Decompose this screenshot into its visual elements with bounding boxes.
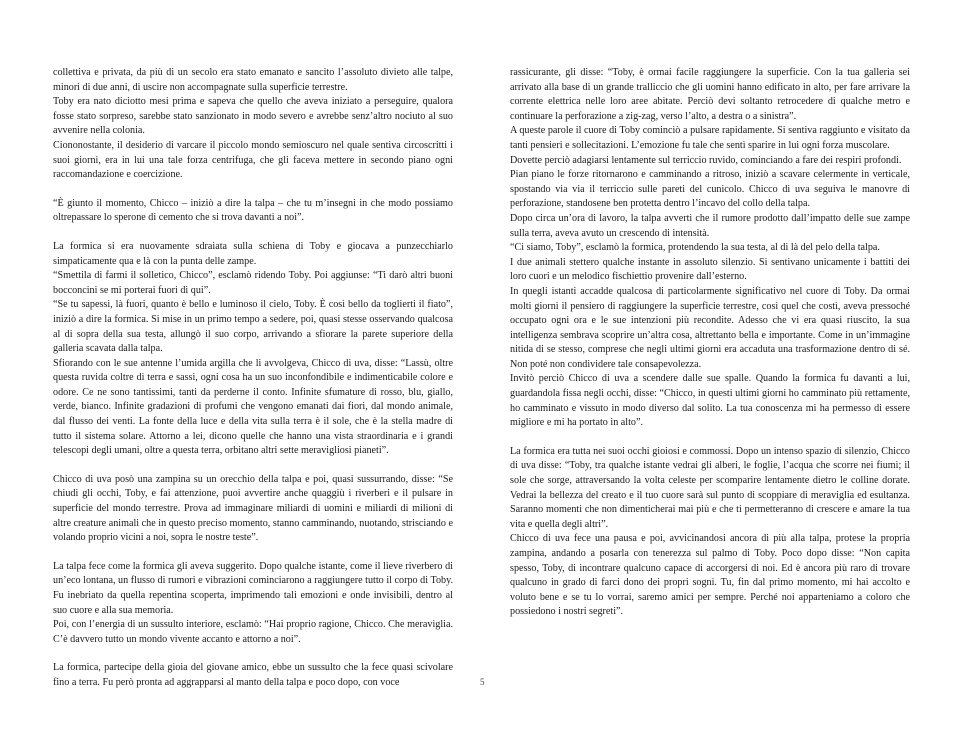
paragraph: “È giunto il momento, Chicco – iniziò a dire la talpa – che tu m’insegni in che modo possiamo oltrepassare lo sperone di cemento che si trova davanti a noi”. [53,197,453,224]
left-column [53,66,453,691]
paragraph: Pian piano le forze ritornarono e camminando a ritroso, iniziò a scavare celermente in verticale, spostando via via il terriccio sulle pareti del cunicolo. Chicco di uva seguiva le manovre di perforazione, standosene ben protetta dentro l’incavo del collo della talpa. [510,169,910,210]
paragraph: Dopo circa un’ora di lavoro, la talpa avvertì che il rumore prodotto dall’impatto delle sue zampe sulla terra, aveva avuto un crescendo di intensità. [510,212,910,239]
paragraph: I due animali stettero qualche instante in assoluto silenzio. Si sentivano unicamente i battiti dei loro cuori e un melodico fischiettio provenire dall’esterno. [510,256,910,283]
paragraph: “Ci siamo, Toby”, esclamò la formica, protendendo la sua testa, al di là del pelo della talpa. [510,242,880,254]
paragraph: La formica si era nuovamente sdraiata sulla schiena di Toby e giocava a punzecchiarlo simpaticamente qua e là con la punta delle zampe. [53,240,453,267]
paragraph: collettiva e privata, da più di un secolo era stato emanato e sancito l’assoluto divieto alle talpe, minori di due anni, di uscire non accompagnate sulla superficie terrestre. [53,67,453,93]
paragraph: Chicco di uva fece una pausa e poi, avvicinandosi ancora di più alla talpa, protese la propria zampina, andando a posarla con tenerezza sul palmo di Toby. Poco dopo disse: “Non capita spesso, Toby, di incontrare qualcuno capace di accorgersi di noi. Ed è ancora più raro di trovare qualcuno in grado di farci dono dei propri sogni. Tu, fin dal primo momento, mi hai accolto e voluto bene e se tu lo vorrai, saremo amici per sempre. Perché noi apparteniamo a coloro che possiedono i nostri segreti”. [510,533,910,618]
page-number: 5 [480,677,485,687]
paragraph: “Smettila di farmi il solletico, Chicco”, esclamò ridendo Toby. Poi aggiunse: “Ti darò altri buoni bocconcini se mi porterai fuori di qui”. [53,270,453,296]
paragraph: Toby era nato diciotto mesi prima e sapeva che quello che aveva iniziato a perseguire, qualora fosse stato sorpreso, sarebbe stato sanzionato in modo severo e avrebbe senz’altro nociuto al suo avvenire nella colonia. [53,96,453,137]
paragraph: A queste parole il cuore di Toby cominciò a pulsare rapidamente. Si sentiva raggiunto e visitato da tanti pensieri e sollecitazioni. L’emozione fu tale che sentì sparire in lui ogni forza muscolare. [510,125,910,151]
paragraph: Sfiorando con le sue antenne l’umida argilla che li avvolgeva, Chicco di uva, disse: “Lassù, oltre questa ruvida coltre di terra e sassi, ogni cosa ha un suo inconfondibile e indimenticabile colore e odore. Ce ne sono tantissimi, tanti da perderne il conto. Infinite sfumature di rosso, blu, giallo, verde, bianco. Infinite gradazioni di profumi che vengono emanati dai fiori, dal mondo animale, dal flusso dei venti. La fonte della luce e della vita sulla terra è il sole, che è la stella madre di tutto il sistema solare. Attorno a lei, dicono quelle che hanno una vista straordinaria e i grandi telescopi degli umani, oltre a questa terra, orbitano altri sette meravigliosi pianeti”. [53,357,453,457]
paragraph: In quegli istanti accadde qualcosa di particolarmente significativo nel cuore di Toby. Da ormai molti giorni il pensiero di raggiungere la superficie terrestre, così quel che costì, aveva pressoché occupato ogni ora e le sue intenzioni più recondite. Adesso che vi era quasi riuscito, la sua intelligenza sembrava scoprire un’altra cosa, altrettanto bella e importante. Come in un’immagine nitida di se stesso, comprese che negli ultimi giorni era accaduta una trasformazione dentro di sé. Non poté non condividere tale consapevolezza. [510,285,910,370]
paragraph: Ciononostante, il desiderio di varcare il piccolo mondo semioscuro nel quale sentiva circoscritti i suoi giorni, era in lui una tale forza centrifuga, che gli faceva mettere in secondo piano ogni raccomandazione e coercizione. [53,139,453,181]
paragraph: La talpa fece come la formica gli aveva suggerito. Dopo qualche istante, come il lieve riverbero di un’eco lontana, un flusso di rumori e vibrazioni cominciarono a raggiungere tutto il corpo di Toby. Fu inebriato da quella repentina scoperta, imprimendo tali emozioni e onde invisibili, dentro al suo cuore e alla sua memoria. [53,560,453,616]
paragraph: Chicco di uva posò una zampina su un orecchio della talpa e poi, quasi sussurrando, disse: “Se chiudi gli occhi, Toby, e fai attenzione, puoi avvertire anche quaggiù i riverberi e il pulsare in superficie del mondo terrestre. Prova ad immaginare miliardi di uomini e miliardi di milioni di altre creature animali che in questo preciso momento, stanno camminando, nuotando, strisciando e volando proprio vicini a noi, sopra le nostre teste”. [53,473,453,544]
paragraph: Invitò perciò Chicco di uva a scendere dalle sue spalle. Quando la formica fu davanti a lui, guardandola fissa negli occhi, disse: “Chicco, in questi ultimi giorni ho camminato più rettamente, ho camminato e vissuto in modo diverso dal solito. La tua conoscenza mi ha permesso di essere migliore e mi ha portato in alto”. [510,373,910,429]
paragraph: La formica era tutta nei suoi occhi gioiosi e commossi. Dopo un intenso spazio di silenzio, Chicco di uva disse: “Toby, tra qualche istante vedrai gli alberi, le foglie, l’acqua che scorre nei fiumi; il sole che sorge, attraversando la volta celeste per scomparire lentamente dietro le colline dorate. Vedrai la bellezza del creato e il tuo cuore sarà sul punto di scoppiare di meraviglia ed esultanza. Saranno momenti che non dimenticherai mai più e che ti permetteranno di crescere e amare la tua vita e quella degli altri”. [510,445,910,530]
paragraph: La formica, partecipe della gioia del giovane amico, ebbe un sussulto che la fece quasi scivolare fino a terra. Fu però pronta ad aggrapparsi al manto della talpa e poco dopo, con voce [53,662,453,688]
right-column [510,66,910,620]
paragraph: rassicurante, gli disse: “Toby, è ormai facile raggiungere la superficie. Con la tua galleria sei arrivato alla base di un grande tralliccio che gli uomini hanno edificato in alto, per fare arrivare la corrente elettrica nelle loro aree abitate. Perciò devi soltanto retrocedere di qualche metro e continuare la perforazione a zig-zag, verso l’alto, a destra o a sinistra”. [510,67,910,122]
paragraph: “Se tu sapessi, là fuori, quanto è bello e luminoso il cielo, Toby. È così bello da toglierti il fiato”, iniziò a dire la formica. Si mise in un primo tempo a sedere, poi, quasi stesse osservando qualcosa al di sopra della sua testa, allungò il suo corpo, arrivando a sfiorare la parete superiore della galleria scavata dalla talpa. [53,299,453,355]
paragraph: Poi, con l’energia di un sussulto interiore, esclamò: “Hai proprio ragione, Chicco. Che meraviglia. C’è davvero tutto un mondo vivente accanto e attorno a noi”. [53,619,453,645]
paragraph: Dovette perciò adagiarsi lentamente sul terriccio ruvido, cominciando a fare dei respiri profondi. [510,154,902,166]
